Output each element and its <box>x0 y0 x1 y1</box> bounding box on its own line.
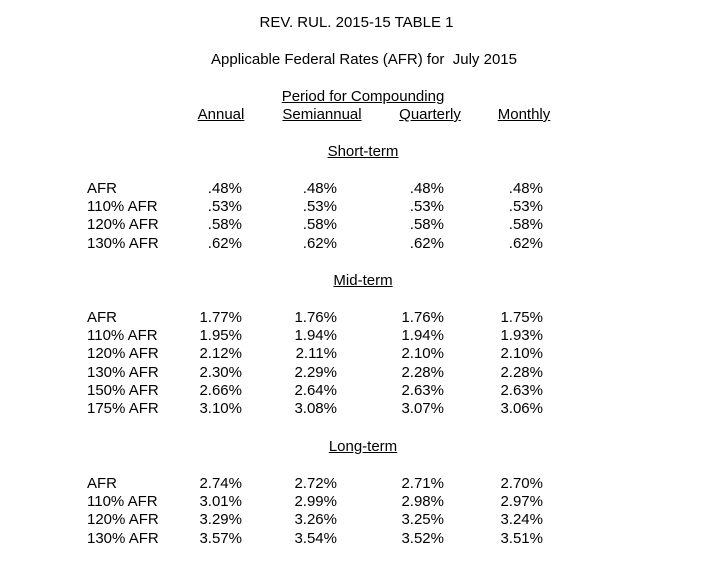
rate-cell: 2.72% <box>294 475 337 492</box>
rate-cell: 2.10% <box>500 345 543 363</box>
row-label: 150% AFR <box>87 381 159 399</box>
rate-cell: 2.99% <box>294 493 337 511</box>
rate-cell: 2.63% <box>500 381 543 399</box>
rate-cell: 2.11% <box>295 345 337 363</box>
rate-cell: 2.98% <box>401 493 444 511</box>
rate-cell: .53% <box>508 198 543 216</box>
rate-cell: .48% <box>302 180 337 197</box>
rate-cell: 1.75% <box>500 309 543 326</box>
row-label: 120% AFR <box>87 216 159 234</box>
rate-cell: 3.01% <box>199 493 242 511</box>
rate-cell: .48% <box>409 180 444 197</box>
rate-cell: 2.66% <box>199 381 242 399</box>
rate-cell: 3.25% <box>401 511 444 529</box>
rate-cell: .62% <box>302 234 337 252</box>
row-label: 130% AFR <box>87 363 159 381</box>
rate-cell: 1.76% <box>294 309 337 326</box>
rate-cell: 3.07% <box>401 400 444 417</box>
rate-cell: .53% <box>409 198 444 216</box>
column-header-monthly: Monthly <box>497 106 551 123</box>
rate-cell: 2.97% <box>500 493 543 511</box>
row-label: 110% AFR <box>87 493 158 511</box>
rate-cell: 1.76% <box>401 309 444 326</box>
document-title: REV. RUL. 2015-15 TABLE 1 <box>259 14 454 31</box>
rate-cell: 3.54% <box>294 529 337 547</box>
rate-cell: 1.95% <box>199 327 242 345</box>
rate-cell: .58% <box>207 216 242 234</box>
rate-cell: .58% <box>508 216 543 234</box>
rate-cell: 3.57% <box>199 529 242 547</box>
rate-cell: 1.94% <box>401 327 444 345</box>
rate-cell: 2.28% <box>401 363 444 381</box>
rate-cell: .62% <box>508 234 543 252</box>
rate-cell: 2.70% <box>500 475 543 492</box>
row-label: 130% AFR <box>87 234 159 252</box>
rate-cell: 3.06% <box>500 400 543 417</box>
section-heading: Short-term <box>327 143 399 160</box>
row-label: AFR <box>87 309 117 326</box>
section-heading: Long-term <box>328 438 398 455</box>
row-label: 175% AFR <box>87 400 159 417</box>
rate-cell: .62% <box>409 234 444 252</box>
row-label: 120% AFR <box>87 511 159 529</box>
section-heading: Mid-term <box>333 272 393 289</box>
rate-cell: 2.71% <box>401 475 444 492</box>
row-label: 110% AFR <box>87 198 158 216</box>
rate-cell: 2.74% <box>199 475 242 492</box>
period-heading: Period for Compounding <box>281 88 445 105</box>
rate-cell: .48% <box>207 180 242 197</box>
row-label: AFR <box>87 475 117 492</box>
rate-cell: 3.52% <box>401 529 444 547</box>
row-label: 120% AFR <box>87 345 159 363</box>
rate-cell: 3.26% <box>294 511 337 529</box>
column-header-quarterly: Quarterly <box>399 106 461 123</box>
rate-cell: 3.24% <box>500 511 543 529</box>
rate-cell: 1.93% <box>500 327 543 345</box>
rate-cell: 2.10% <box>401 345 444 363</box>
rate-cell: 3.29% <box>199 511 242 529</box>
document-subtitle: Applicable Federal Rates (AFR) for July 2015 <box>211 51 517 68</box>
rate-cell: .58% <box>302 216 337 234</box>
rate-cell: 3.51% <box>500 529 543 547</box>
rate-cell: .58% <box>409 216 444 234</box>
rate-cell: 2.28% <box>500 363 543 381</box>
rate-cell: 2.30% <box>199 363 242 381</box>
rate-cell: 3.10% <box>199 400 242 417</box>
row-label: 110% AFR <box>87 327 158 345</box>
rate-cell: .62% <box>207 234 242 252</box>
rate-cell: 2.29% <box>294 363 337 381</box>
rate-cell: 1.77% <box>199 309 242 326</box>
column-header-annual: Annual <box>197 106 245 123</box>
rate-cell: .48% <box>508 180 543 197</box>
rate-cell: 1.94% <box>294 327 337 345</box>
row-label: 130% AFR <box>87 529 159 547</box>
rate-cell: .53% <box>207 198 242 216</box>
rate-cell: 2.64% <box>294 381 337 399</box>
rate-cell: 2.63% <box>401 381 444 399</box>
rate-cell: .53% <box>302 198 337 216</box>
row-label: AFR <box>87 180 117 197</box>
rate-cell: 3.08% <box>294 400 337 417</box>
rate-cell: 2.12% <box>199 345 242 363</box>
column-header-semiannual: Semiannual <box>282 106 362 123</box>
